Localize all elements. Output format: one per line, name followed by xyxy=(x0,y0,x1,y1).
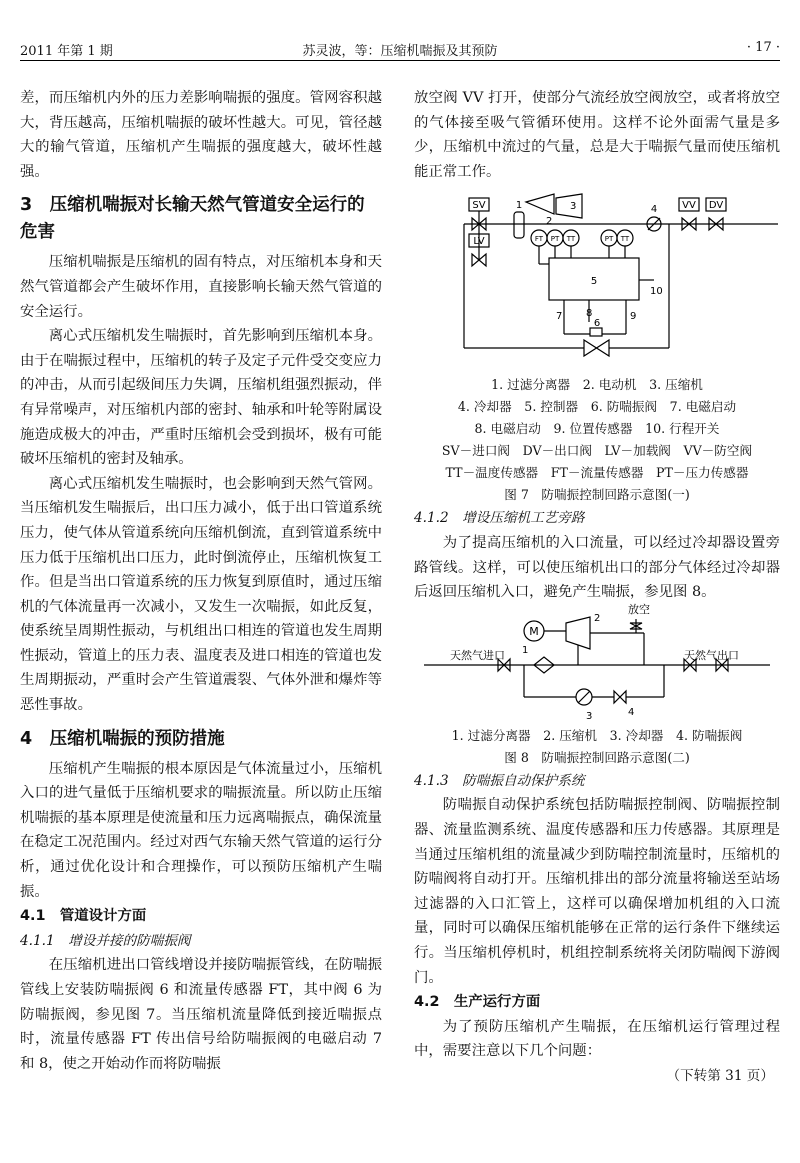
dv-label: DV xyxy=(708,200,724,212)
label-7: 7 xyxy=(556,311,563,323)
label-4: 4 xyxy=(650,204,658,216)
right-column xyxy=(414,86,780,1088)
label-2: 2 xyxy=(594,612,601,624)
paragraph: 为了预防压缩机产生喘振，在压缩机运行管理过程中，需要注意以下几个问题： xyxy=(414,1018,780,1060)
section-4-2-title: 4.2 生产运行方面 xyxy=(414,994,541,1011)
compressor xyxy=(566,617,590,649)
continued-note: （下转第 31 页） xyxy=(666,1067,774,1084)
legend-line: SV－进口阀 DV－出口阀 LV－加载阀 VV－防空阀 xyxy=(441,443,753,459)
section-4-1-title: 4.1 管道设计方面 xyxy=(20,908,147,925)
label-4: 4 xyxy=(628,706,635,718)
section-4-1-2-title: 4.1.2 增设压缩机工艺旁路 xyxy=(414,510,585,527)
left-column xyxy=(20,86,382,1076)
paragraph: 压缩机产生喘振的根本原因是气体流量过小，压缩机入口的进气量低于压缩机要求的喘振流量。所以防止压缩机喘振的基本原理是使流量和压力远离喘振点，确保流量在稳定工况范围内。经过对西气东输天然气管道的运行分析，通过优化设计和合理操作，可以预防压缩机产生喘振。 xyxy=(20,760,382,900)
cooler-stroke xyxy=(578,691,590,703)
anti-surge-valve-icon xyxy=(614,691,626,703)
motor xyxy=(526,194,554,214)
label-3: 3 xyxy=(586,710,593,722)
inlet-label: 天然气进口 xyxy=(450,648,505,662)
figure-7-caption: 图 7 防喘振控制回路示意图(一) xyxy=(504,487,690,503)
tt-label-out: TT xyxy=(620,235,630,244)
legend-line: 4. 冷却器 5. 控制器 6. 防喘振阀 7. 电磁启动 xyxy=(457,399,737,415)
legend-line: TT－温度传感器 FT－流量传感器 PT－压力传感器 xyxy=(445,465,749,481)
figure-7 xyxy=(414,194,780,506)
section-4-1-3-title: 4.1.3 防喘振自动保护系统 xyxy=(414,772,585,789)
label-1: 1 xyxy=(515,200,523,212)
legend-line: 1. 过滤分离器 2. 电动机 3. 压缩机 xyxy=(491,377,703,393)
figure-7-legend xyxy=(414,374,780,484)
ft-label: FT xyxy=(534,235,544,244)
compressor xyxy=(556,194,582,218)
paragraph: 在压缩机进出口管线增设并接防喘振管线，在防喘振管线上安装防喘振阀 6 和流量传感器 FT，其中阀 6 为防喘振阀，参见图 7。当压缩机流量降低到接近喘振点时，流量传感器 FT 传出信号给防喘振阀的电磁启动 7 和 8，使之开始动作而将防喘振 xyxy=(20,957,382,1072)
label-1: 1 xyxy=(522,644,529,656)
figure-8-caption: 图 8 防喘振控制回路示意图(二) xyxy=(504,749,690,765)
tt-label: TT xyxy=(566,235,576,244)
anti-surge-valve-icon xyxy=(584,340,609,356)
running-title: 苏灵波，等：压缩机喘振及其预防 xyxy=(302,44,498,59)
section-3-title: 3 压缩机喘振对长输天然气管道安全运行的危害 xyxy=(20,195,365,243)
vv-label: VV xyxy=(682,200,696,212)
figure-8-legend: 1. 过滤分离器 2. 压缩机 3. 冷却器 4. 防喘振阀 xyxy=(451,727,743,743)
paragraph: 离心式压缩机发生喘振时，也会影响到天然气管网。当压缩机发生喘振后，出口压力减小，低于出口管道系统压力，使气体从管道系统向压缩机倒流，直到管道系统中压力低于压缩机出口压力，此时倒流停止，压缩机恢复工作。但是当出口管道系统的压力恢复到原值时，通过压缩机的气体流量再一次减小，又发生一次喘振，如此反复，使系统呈周期性振动，与机组出口相连的管道也发生周期性振动，管道上的压力表、温度表及进口相连的管道也发生周期振动，严重时会产生管道震裂、气体外泄和爆炸等恶性事故。 xyxy=(20,475,382,714)
label-10: 10 xyxy=(650,286,663,298)
figure-8 xyxy=(414,602,780,769)
journal-issue: 2011 年第 1 期 xyxy=(20,44,113,59)
section-4-1-1-title: 4.1.1 增设并接的防喘振阀 xyxy=(20,932,191,949)
lv-label: LV xyxy=(473,236,485,248)
label-5: 5 xyxy=(590,276,598,288)
label-8: 8 xyxy=(586,308,593,320)
paragraph: 压缩机喘振是压缩机的固有特点，对压缩机本身和天然气管道都会产生破坏作用，直接影响长输天然气管道的安全运行。 xyxy=(20,254,382,320)
vent-label: 放空 xyxy=(628,602,650,616)
pt-label: PT xyxy=(550,235,560,244)
paragraph: 差，而压缩机内外的压力差影响喘振的强度。管网容积越大，背压越高，压缩机喘振的破坏性越大。可见，管径越大的输气管道，压缩机产生喘振的强度越大，破坏性越强。 xyxy=(20,90,382,180)
label-6: 6 xyxy=(593,318,601,330)
figure-7-diagram xyxy=(414,194,780,374)
outlet-label: 天然气出口 xyxy=(684,648,739,662)
paragraph: 防喘振自动保护系统包括防喘振控制阀、防喘振控制器、流量监测系统、温度传感器和压力传感器。其原理是当通过压缩机组的流量减少到防喘控制流量时，压缩机的防喘阀将自动打开。压缩机排出的部分流量将输送至站场过滤器的入口汇管上，这样可以确保增加机组的入口流量，同时可以确保压缩机能够在正常的运行条件下继续运行。当压缩机停机时，机组控制系统将关闭防喘阀下游阀门。 xyxy=(414,797,780,986)
paragraph: 离心式压缩机发生喘振时，首先影响到压缩机本身。由于在喘振过程中，压缩机的转子及定子元件受交变应力的冲击，从而引起级间压力失调，压缩机组强烈振动，伴有异常噪声，对压缩机内部的密封、轴承和叶轮等附属设施造成极大的冲击，严重时压缩机会受到损坏，极有可能破坏压缩机的密封及轴承。 xyxy=(20,328,382,468)
paragraph: 为了提高压缩机的入口流量，可以经过冷却器设置旁路管线。这样，可以使压缩机出口的部分气体经过冷却器后返回压缩机入口，避免产生喘振，参见图 8。 xyxy=(414,534,780,601)
label-3: 3 xyxy=(570,201,577,213)
figure-8-diagram xyxy=(414,602,780,725)
pt-label-out: PT xyxy=(604,235,614,244)
filter-separator xyxy=(514,212,524,238)
section-4-title: 4 压缩机喘振的预防措施 xyxy=(20,728,225,749)
sv-label: SV xyxy=(472,200,486,212)
page-number: · 17 · xyxy=(746,40,780,55)
page-header xyxy=(20,38,780,61)
label-9: 9 xyxy=(630,311,637,323)
label-2: 2 xyxy=(546,216,553,228)
svg-text:M: M xyxy=(529,624,539,638)
paragraph: 放空阀 VV 打开，使部分气流经放空阀放空，或者将放空的气体接至吸气管循环使用。这样不论外面需气量是多少，压缩机中流过的气量，总是大于喘振气量而使压缩机能正常工作。 xyxy=(414,90,780,180)
valve-actuator xyxy=(590,328,602,336)
legend-line: 8. 电磁启动 9. 位置传感器 10. 行程开关 xyxy=(474,421,720,437)
